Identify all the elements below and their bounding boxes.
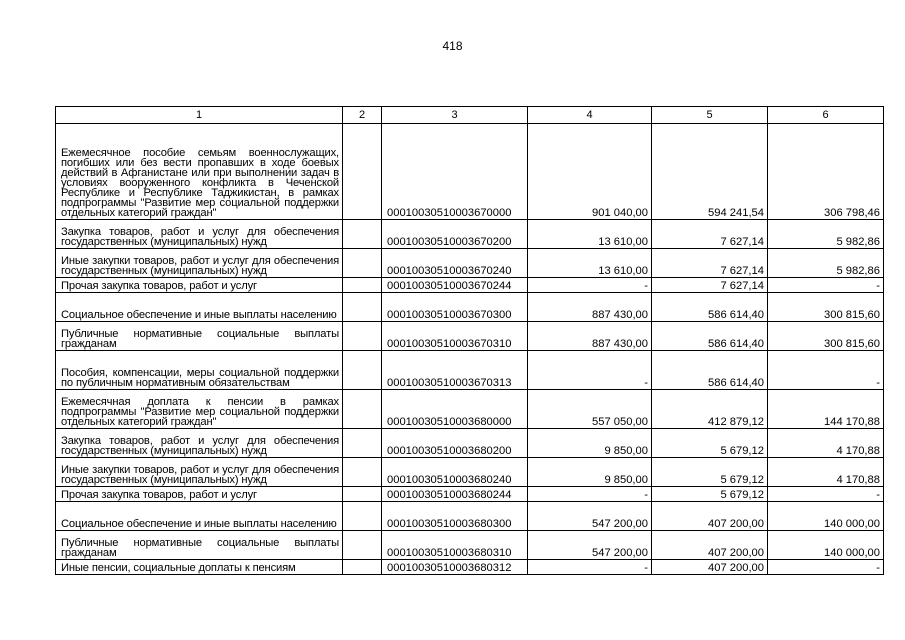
- row-value-col5: 5 679,12: [652, 429, 768, 458]
- row-column-2: [343, 502, 382, 531]
- row-value-col4: 13 610,00: [528, 220, 652, 249]
- row-value-col6: 306 798,46: [768, 124, 884, 220]
- table-row: [56, 220, 884, 249]
- row-value-col4: -: [528, 351, 652, 390]
- row-description: Публичные нормативные социальные выплаты гражданам: [56, 531, 343, 560]
- table-row: [56, 351, 884, 390]
- row-value-col6: -: [768, 560, 884, 575]
- row-description: Прочая закупка товаров, работ и услуг: [56, 487, 343, 502]
- row-value-col6: 300 815,60: [768, 293, 884, 322]
- table-row: [56, 124, 884, 220]
- row-value-col6: 144 170,88: [768, 390, 884, 429]
- row-description: Иные закупки товаров, работ и услуг для обеспечения государственных (муниципальных) нужд: [56, 249, 343, 278]
- row-column-2: [343, 458, 382, 487]
- header-cell: 3: [382, 107, 528, 124]
- row-column-2: [343, 124, 382, 220]
- table-row: [56, 429, 884, 458]
- row-column-2: [343, 249, 382, 278]
- row-value-col4: -: [528, 487, 652, 502]
- row-value-col5: 594 241,54: [652, 124, 768, 220]
- row-column-2: [343, 531, 382, 560]
- row-value-col4: 557 050,00: [528, 390, 652, 429]
- row-value-col5: 407 200,00: [652, 502, 768, 531]
- row-value-col4: -: [528, 560, 652, 575]
- table-row: [56, 502, 884, 531]
- row-value-col4: 901 040,00: [528, 124, 652, 220]
- row-code: 00010030510003670000: [382, 124, 528, 220]
- row-column-2: [343, 293, 382, 322]
- row-code: 00010030510003670310: [382, 322, 528, 351]
- row-code: 00010030510003680300: [382, 502, 528, 531]
- row-value-col5: 586 614,40: [652, 322, 768, 351]
- table-row: [56, 390, 884, 429]
- row-code: 00010030510003670240: [382, 249, 528, 278]
- row-code: 00010030510003680240: [382, 458, 528, 487]
- budget-table: [55, 106, 884, 575]
- row-value-col6: -: [768, 487, 884, 502]
- row-column-2: [343, 351, 382, 390]
- row-value-col5: 5 679,12: [652, 487, 768, 502]
- row-value-col4: 13 610,00: [528, 249, 652, 278]
- row-code: 00010030510003680310: [382, 531, 528, 560]
- header-row: [56, 107, 884, 124]
- row-value-col6: 140 000,00: [768, 502, 884, 531]
- header-cell: 6: [768, 107, 884, 124]
- row-value-col4: 887 430,00: [528, 322, 652, 351]
- row-value-col4: 547 200,00: [528, 531, 652, 560]
- row-description: Закупка товаров, работ и услуг для обеспечения государственных (муниципальных) нужд: [56, 220, 343, 249]
- row-code: 00010030510003670200: [382, 220, 528, 249]
- row-value-col4: -: [528, 278, 652, 293]
- table-row: [56, 458, 884, 487]
- header-cell: 4: [528, 107, 652, 124]
- table-row: [56, 560, 884, 575]
- row-value-col6: 5 982,86: [768, 249, 884, 278]
- table-row: [56, 293, 884, 322]
- row-column-2: [343, 487, 382, 502]
- row-description: Иные закупки товаров, работ и услуг для обеспечения государственных (муниципальных) нужд: [56, 458, 343, 487]
- row-description: Ежемесячное пособие семьям военнослужащих, погибших или без вести пропавших в ходе боевых действий в Афганистане или при выполнении задач в условиях вооруженного конфликта в Чеченской Республике и Республике Таджикистан, в рамках подпрограммы "Развитие мер социальной поддержки отдельных категорий граждан": [56, 124, 343, 220]
- row-value-col5: 412 879,12: [652, 390, 768, 429]
- header-cell: 1: [56, 107, 343, 124]
- row-value-col6: 4 170,88: [768, 429, 884, 458]
- page-number: 418: [442, 39, 463, 53]
- header-cell: 5: [652, 107, 768, 124]
- row-code: 00010030510003670244: [382, 278, 528, 293]
- row-value-col5: 7 627,14: [652, 220, 768, 249]
- row-value-col4: 9 850,00: [528, 458, 652, 487]
- row-value-col6: 4 170,88: [768, 458, 884, 487]
- row-description: Социальное обеспечение и иные выплаты населению: [56, 502, 343, 531]
- row-code: 00010030510003680200: [382, 429, 528, 458]
- row-code: 00010030510003670300: [382, 293, 528, 322]
- header-cell: 2: [343, 107, 382, 124]
- row-value-col5: 586 614,40: [652, 351, 768, 390]
- row-column-2: [343, 278, 382, 293]
- row-column-2: [343, 220, 382, 249]
- row-value-col4: 887 430,00: [528, 293, 652, 322]
- row-value-col5: 5 679,12: [652, 458, 768, 487]
- row-description: Ежемесячная доплата к пенсии в рамках подпрограммы "Развитие мер социальной поддержки отдельных категорий граждан": [56, 390, 343, 429]
- row-description: Публичные нормативные социальные выплаты гражданам: [56, 322, 343, 351]
- row-value-col5: 586 614,40: [652, 293, 768, 322]
- row-column-2: [343, 390, 382, 429]
- row-description: Иные пенсии, социальные доплаты к пенсиям: [56, 560, 343, 575]
- table-row: [56, 487, 884, 502]
- table-row: [56, 531, 884, 560]
- row-value-col4: 547 200,00: [528, 502, 652, 531]
- table-row: [56, 322, 884, 351]
- row-value-col5: 407 200,00: [652, 531, 768, 560]
- row-value-col5: 7 627,14: [652, 278, 768, 293]
- row-column-2: [343, 322, 382, 351]
- row-description: Прочая закупка товаров, работ и услуг: [56, 278, 343, 293]
- row-value-col6: 300 815,60: [768, 322, 884, 351]
- row-value-col5: 407 200,00: [652, 560, 768, 575]
- row-value-col5: 7 627,14: [652, 249, 768, 278]
- row-code: 00010030510003680244: [382, 487, 528, 502]
- row-value-col6: 140 000,00: [768, 531, 884, 560]
- row-value-col6: -: [768, 351, 884, 390]
- table-row: [56, 278, 884, 293]
- row-value-col6: 5 982,86: [768, 220, 884, 249]
- row-code: 00010030510003670313: [382, 351, 528, 390]
- row-description: Социальное обеспечение и иные выплаты населению: [56, 293, 343, 322]
- row-column-2: [343, 560, 382, 575]
- row-description: Пособия, компенсации, меры социальной поддержки по публичным нормативным обязательствам: [56, 351, 343, 390]
- table-row: [56, 249, 884, 278]
- row-code: 00010030510003680312: [382, 560, 528, 575]
- row-value-col6: -: [768, 278, 884, 293]
- row-column-2: [343, 429, 382, 458]
- row-value-col4: 9 850,00: [528, 429, 652, 458]
- row-code: 00010030510003680000: [382, 390, 528, 429]
- row-description: Закупка товаров, работ и услуг для обеспечения государственных (муниципальных) нужд: [56, 429, 343, 458]
